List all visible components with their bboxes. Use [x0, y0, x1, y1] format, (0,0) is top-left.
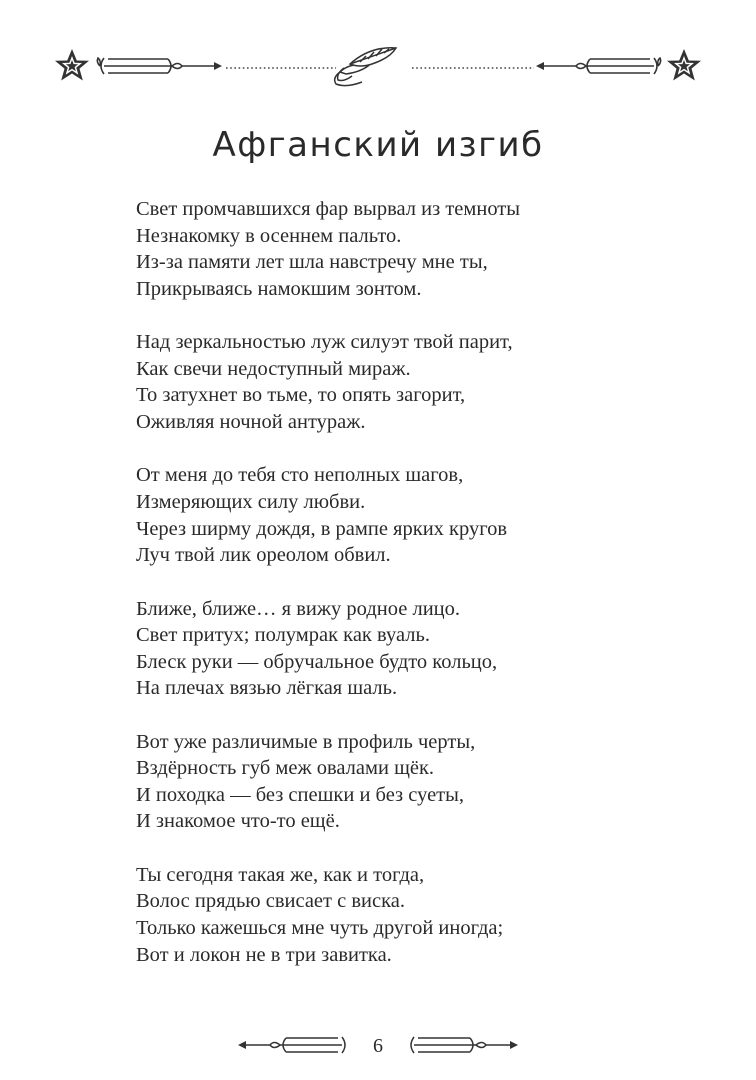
page-number: 6 [373, 1035, 383, 1057]
poem-line: Незнакомку в осеннем пальто. [136, 224, 402, 247]
poem-line: Вот и локон не в три завитка. [136, 943, 392, 966]
poem-line: Луч твой лик ореолом обвил. [136, 544, 391, 567]
poem-line: Свет притух; полумрак как вуаль. [136, 624, 430, 647]
poem-line: То затухнет во тьме, то опять загорит, [136, 384, 466, 407]
header-ornament [0, 38, 756, 98]
poem-line: Волос прядью свисает с виска. [136, 890, 405, 913]
star-icon [667, 49, 701, 81]
poem-line: Ты сегодня такая же, как и тогда, [136, 863, 425, 886]
stanza [136, 462, 696, 568]
scroll-flourish-icon [97, 58, 222, 74]
poem-line: Свет промчавшихся фар вырвал из темноты [136, 198, 521, 220]
poem-line: Ближе, ближе… я вижу родное лицо. [136, 597, 461, 620]
poem-line: От меня до тебя сто неполных шагов, [136, 464, 464, 487]
poem-line: Как свечи недоступный мираж. [136, 357, 411, 380]
stanza [136, 196, 696, 302]
poem-line: И знакомое что-то ещё. [136, 810, 340, 833]
stanza [136, 862, 696, 968]
stanza [136, 329, 696, 435]
poem-line: На плечах вязью лёгкая шаль. [136, 677, 398, 700]
poem-line: Измеряющих силу любви. [136, 490, 366, 513]
star-icon [55, 49, 89, 81]
poem-line: Вздёрность губ меж овалами щёк. [136, 757, 435, 780]
poem-line: Блеск руки — обручальное будто кольцо, [136, 650, 498, 673]
stanza [136, 596, 696, 702]
quill-icon [335, 48, 396, 86]
poem-line: Вот уже различимые в профиль черты, [136, 730, 476, 753]
poem-line: Из-за памяти лет шла навстречу мне ты, [136, 251, 488, 274]
poem-line: Только кажешься мне чуть другой иногда; [136, 917, 504, 940]
poem-line: И походка — без спешки и без суеты, [136, 783, 465, 806]
poem-title: Афганский изгиб [212, 125, 544, 165]
scroll-flourish-icon [536, 58, 661, 74]
poem-line: Над зеркальностью луж силуэт твой парит, [136, 331, 513, 354]
poem-body [136, 196, 696, 995]
poem-line: Через ширму дождя, в рампе ярких кругов [136, 517, 508, 540]
stanza [136, 729, 696, 835]
poem-line: Прикрываясь намокшим зонтом. [136, 277, 422, 300]
poem-line: Оживляя ночной антураж. [136, 410, 366, 433]
